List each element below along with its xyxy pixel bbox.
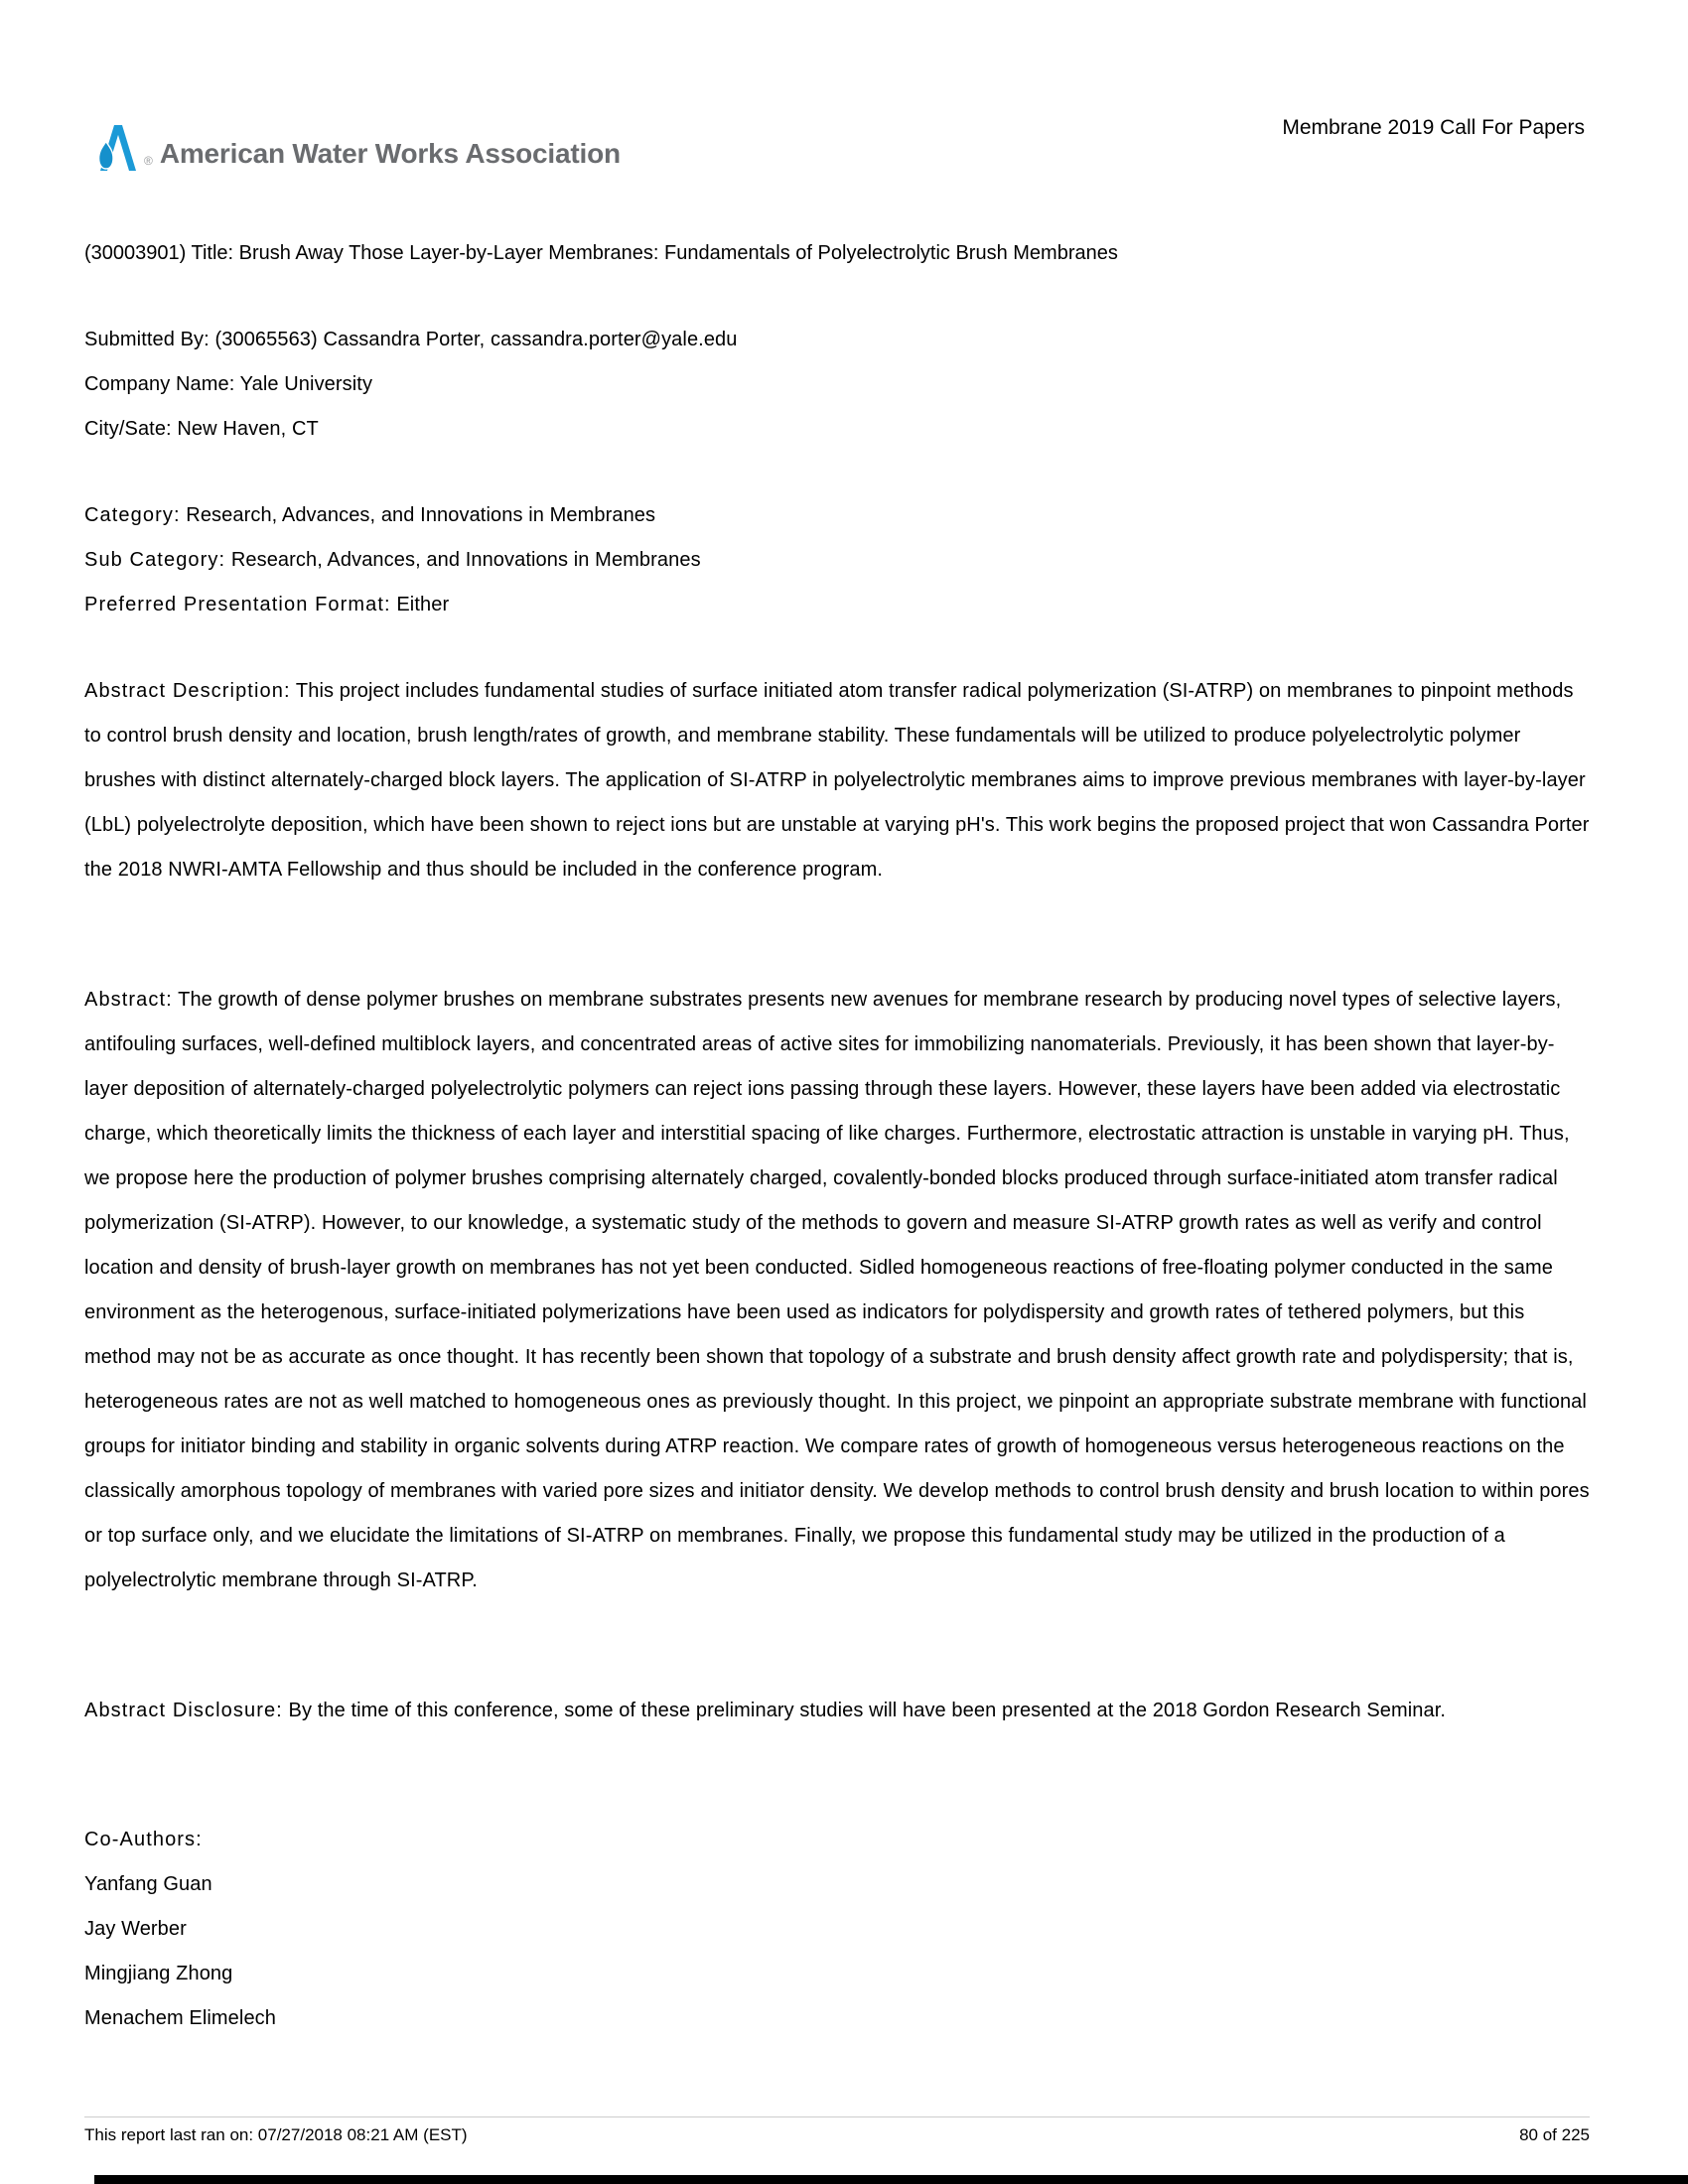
sub-category-label: Sub Category: [84,549,226,571]
water-drop-icon [95,121,141,171]
bottom-edge-bar [94,2175,1688,2184]
co-author-name: Yanfang Guan [84,1873,212,1895]
format-label: Preferred Presentation Format: [84,594,391,615]
co-authors-section [84,1818,1590,2041]
format-row [84,583,1590,627]
submission-meta-section [84,318,1590,452]
abstract-section [84,978,1590,1603]
page-footer [84,2116,1590,2145]
format-value: Either [396,594,450,615]
registered-mark: ® [144,154,153,168]
co-author-name: Jay Werber [84,1918,187,1940]
city-label: City/Sate: [84,418,172,440]
company-value: Yale University [239,373,373,395]
awwa-logo [95,121,621,171]
sub-category-row [84,538,1590,583]
co-author-name: Mingjiang Zhong [84,1963,233,1984]
sub-category-value: Research, Advances, and Innovations in Membranes [230,549,701,571]
disclosure-label: Abstract Disclosure: [84,1700,283,1721]
category-label: Category: [84,504,181,526]
disclosure-paragraph [84,1689,1590,1733]
company-label: Company Name: [84,373,235,395]
abstract-title-line: (30003901) Title: Brush Away Those Layer-by-Layer Membranes: Fundamentals of Polyelectrolytic Brush Membranes [84,242,1118,264]
category-value: Research, Advances, and Innovations in Membranes [186,504,656,526]
report-header-title: Membrane 2019 Call For Papers [1282,116,1585,139]
disclosure-section [84,1689,1590,1733]
co-authors-label: Co-Authors: [84,1829,203,1850]
logo-org-name: American Water Works Association [159,138,621,169]
submitted-by-row [84,318,1590,362]
co-author-name: Menachem Elimelech [84,2007,276,2029]
footer-page-number: 80 of 225 [1519,2125,1590,2144]
submitted-by-value: (30065563) Cassandra Porter, cassandra.porter@yale.edu [214,329,738,350]
abstract-description-label: Abstract Description: [84,680,291,702]
abstract-description-section [84,669,1590,892]
abstract-text: The growth of dense polymer brushes on membrane substrates presents new avenues for membrane research by producing novel types of selective layers, antifouling surfaces, well-defined multiblock layers, and concentrated areas of active sites for immobilizing nanomaterials. Previously, it has been shown that layer-by-layer deposition of alternately-charged polyelectrolytic polymers can reject ions passing through these layers. However, these layers have been added via electrostatic charge, which theoretically limits the thickness of each layer and interstitial spacing of like charges. Furthermore, electrostatic attraction is unstable in varying pH. Thus, we propose here the production of polymer brushes comprising alternately charged, covalently-bonded blocks produced through surface-initiated atom transfer radical polymerization (SI-ATRP). However, to our knowledge, a systematic study of the methods to govern and measure SI-ATRP growth rates as well as verify and control location and density of brush-layer growth on membranes has not yet been conducted. Sidled homogeneous reactions of free-floating polymer conducted in the same environment as the heterogenous, surface-initiated polymerizations have been used as indicators for polydispersity and growth rates of tethered polymers, but this method may not be as accurate as once thought. It has recently been shown that topology of a substrate and brush density affect growth rate and polydispersity; that is, heterogeneous rates are not as well matched to homogeneous ones as previously thought. In this project, we pinpoint an appropriate substrate membrane with functional groups for initiator binding and stability in organic solvents during ATRP reaction. We compare rates of growth of homogeneous versus heterogeneous reactions on the classically amorphous topology of membranes with varied pore sizes and initiator density. We develop methods to control brush density and brush location to within pores or top surface only, and we elucidate the limitations of SI-ATRP on membranes. Finally, we propose this fundamental study may be utilized in the production of a polyelectrolytic membrane through SI-ATRP. [84,989,1590,1591]
abstract-paragraph [84,978,1590,1603]
category-row [84,493,1590,538]
abstract-description-paragraph [84,669,1590,892]
city-value: New Haven, CT [177,418,319,440]
abstract-description-text: This project includes fundamental studies of surface initiated atom transfer radical polymerization (SI-ATRP) on membranes to pinpoint methods to control brush density and location, brush length/rates of growth, and membrane stability. These fundamentals will be utilized to produce polyelectrolytic polymer brushes with distinct alternately-charged block layers. The application of SI-ATRP in polyelectrolytic membranes aims to improve previous membranes with layer-by-layer (LbL) polyelectrolyte deposition, which have been shown to reject ions but are unstable at varying pH's. This work begins the proposed project that won Cassandra Porter the 2018 NWRI-AMTA Fellowship and thus should be included in the conference program. [84,680,1590,881]
disclosure-text: By the time of this conference, some of these preliminary studies will have been presented at the 2018 Gordon Research Seminar. [288,1700,1447,1721]
city-row [84,407,1590,452]
footer-run-info: This report last ran on: 07/27/2018 08:21 AM (EST) [84,2125,468,2144]
company-row [84,362,1590,407]
abstract-label: Abstract: [84,989,173,1011]
classification-section [84,493,1590,627]
submitted-by-label: Submitted By: [84,329,210,350]
